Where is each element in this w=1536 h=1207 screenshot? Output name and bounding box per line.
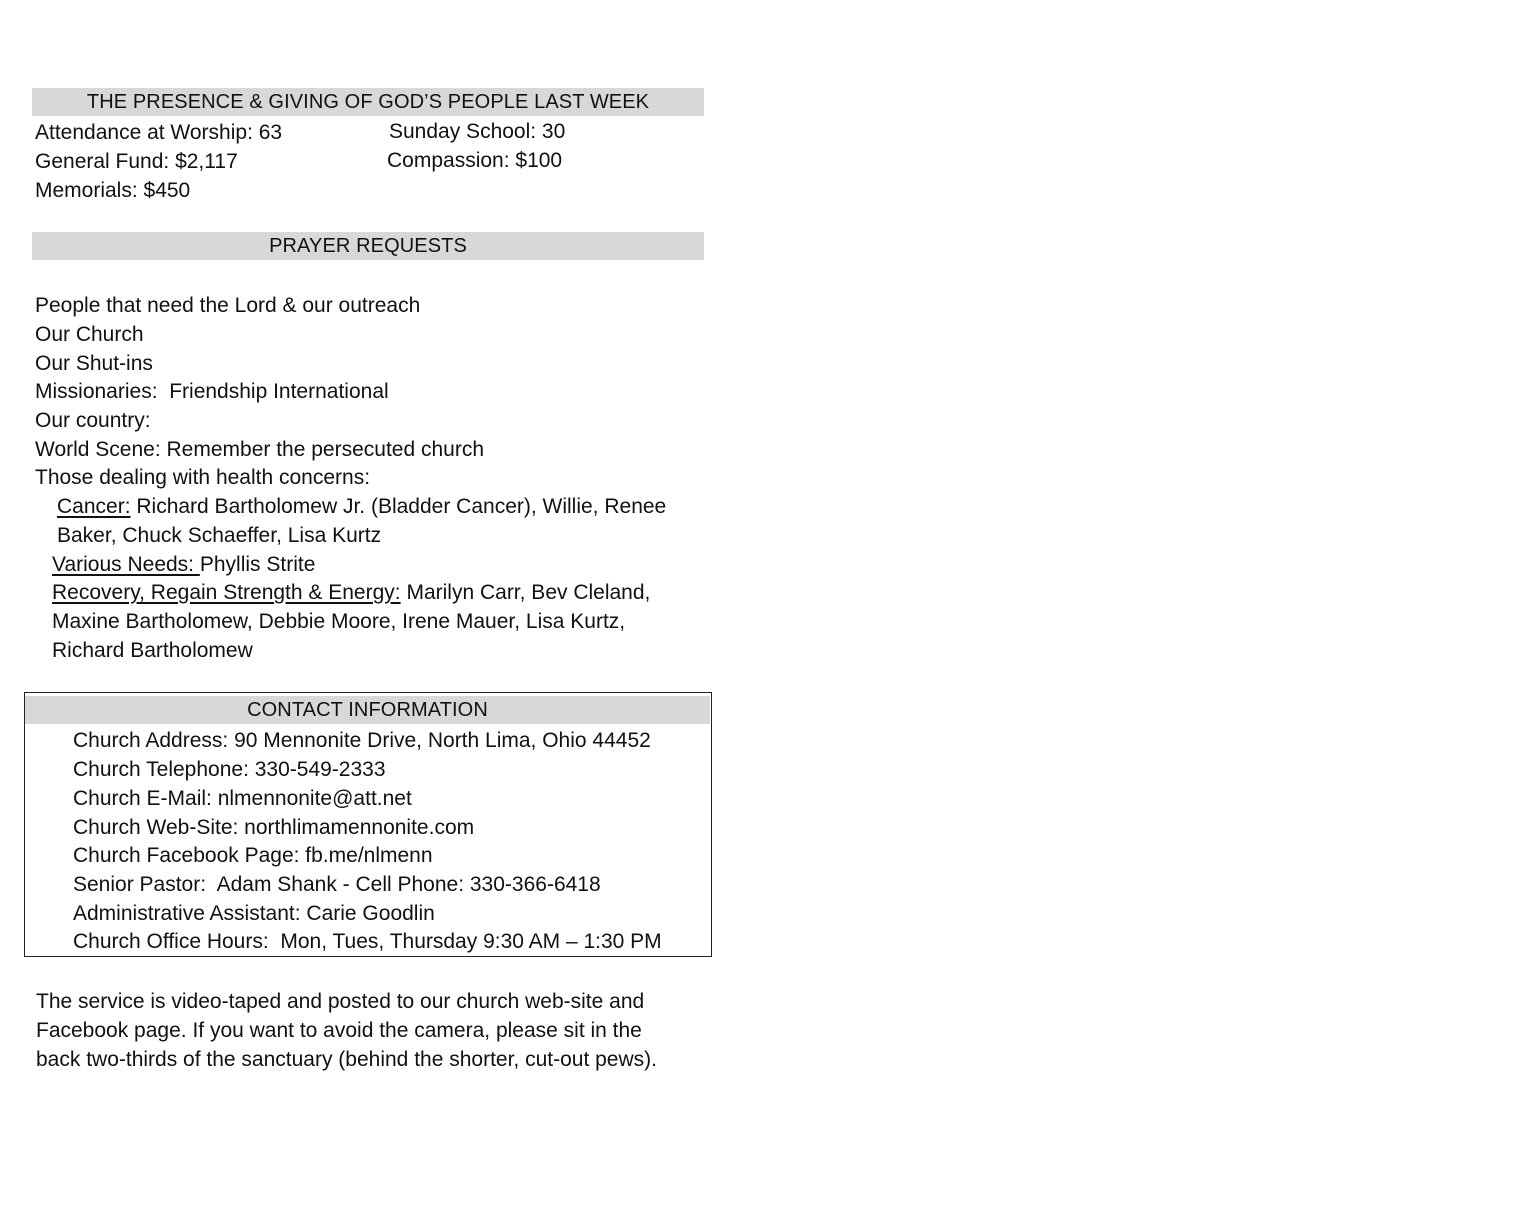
attendance-at-worship: Attendance at Worship: 63	[35, 121, 283, 144]
prayer-item: Our Church	[35, 323, 144, 346]
prayer-item: People that need the Lord & our outreach	[35, 294, 421, 317]
cancer-names-continued: Baker, Chuck Schaeffer, Lisa Kurtz	[57, 524, 382, 547]
sunday-school-attendance: Sunday School: 30	[389, 120, 566, 143]
administrative-assistant: Administrative Assistant: Carie Goodlin	[73, 902, 435, 925]
video-notice-line: The service is video-taped and posted to our church web-site and	[36, 990, 645, 1013]
recovery-line	[52, 578, 650, 607]
church-telephone: Church Telephone: 330-549-2333	[73, 758, 386, 781]
various-needs-names: Phyllis Strite	[199, 553, 316, 576]
cancer-line	[57, 492, 666, 521]
prayer-item: Our country:	[35, 409, 151, 432]
prayer-item: Those dealing with health concerns:	[35, 466, 371, 489]
recovery-names: Marilyn Carr, Bev Cleland,	[400, 581, 651, 604]
giving-section-header: THE PRESENCE & GIVING OF GOD’S PEOPLE LAST WEEK	[32, 88, 704, 116]
contact-information-header: CONTACT INFORMATION	[25, 696, 710, 724]
various-needs-label: Various Needs:	[52, 553, 200, 576]
general-fund: General Fund: $2,117	[35, 150, 238, 173]
prayer-item: Our Shut-ins	[35, 352, 153, 375]
senior-pastor: Senior Pastor: Adam Shank - Cell Phone: 330-366-6418	[73, 873, 601, 896]
church-website: Church Web-Site: northlimamennonite.com	[73, 816, 475, 839]
prayer-item: World Scene: Remember the persecuted church	[35, 438, 484, 461]
various-needs-line	[52, 550, 315, 579]
church-address: Church Address: 90 Mennonite Drive, North Lima, Ohio 44452	[73, 729, 651, 752]
cancer-label: Cancer:	[57, 495, 131, 518]
video-notice-line: back two-thirds of the sanctuary (behind the shorter, cut-out pews).	[36, 1048, 657, 1071]
cancer-names: Richard Bartholomew Jr. (Bladder Cancer), Willie, Renee	[130, 495, 667, 518]
church-facebook-page: Church Facebook Page: fb.me/nlmenn	[73, 844, 433, 867]
church-email: Church E-Mail: nlmennonite@att.net	[73, 787, 412, 810]
contact-information-box	[24, 692, 712, 957]
recovery-names-continued: Richard Bartholomew	[52, 639, 253, 662]
prayer-requests-header: PRAYER REQUESTS	[32, 232, 704, 260]
video-notice-line: Facebook page. If you want to avoid the camera, please sit in the	[36, 1019, 642, 1042]
memorials-fund: Memorials: $450	[35, 179, 191, 202]
church-office-hours: Church Office Hours: Mon, Tues, Thursday 9:30 AM – 1:30 PM	[73, 930, 662, 953]
recovery-label: Recovery, Regain Strength & Energy:	[52, 581, 401, 604]
compassion-fund: Compassion: $100	[387, 149, 563, 172]
recovery-names-continued: Maxine Bartholomew, Debbie Moore, Irene Mauer, Lisa Kurtz,	[52, 610, 626, 633]
prayer-item: Missionaries: Friendship International	[35, 380, 389, 403]
